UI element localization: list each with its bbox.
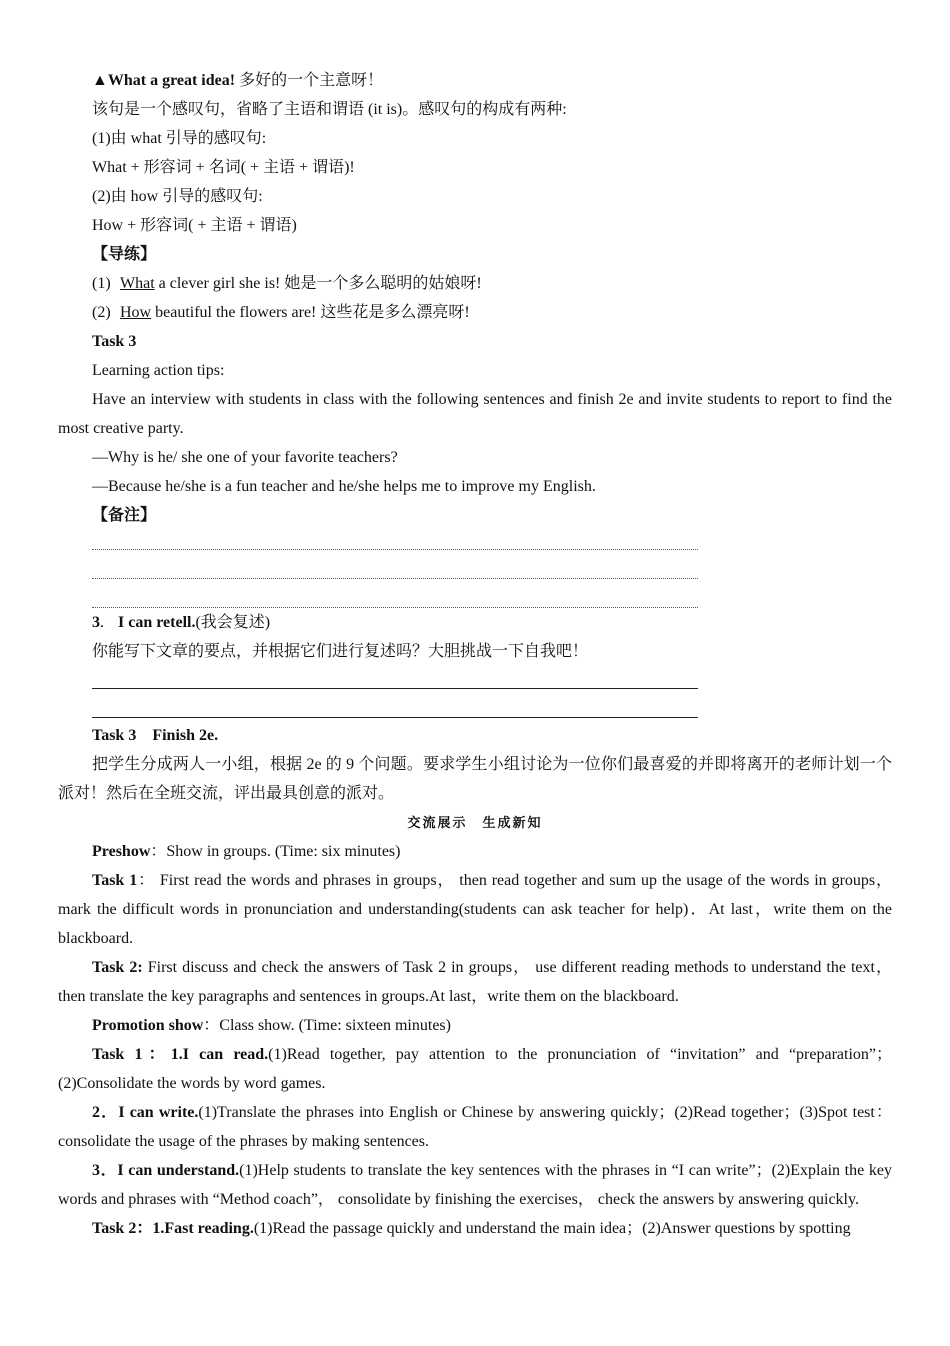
- grammar-line-1: 该句是一个感叹句，省略了主语和谓语 (it is)。感叹句的构成有两种:: [92, 101, 567, 118]
- notes-line-1[interactable]: [92, 521, 698, 550]
- task3-answer: —Because he/she is a fun teacher and he/she helps me to improve my English.: [92, 478, 596, 495]
- promotion-task1-write: 2．I can write.(1)Translate the phrases into English or Chinese by answering quickly；(2)Read together；(3)Spot test：consolidate the usage of the phrases by making sentences.: [58, 1104, 892, 1150]
- task3-finish-title: Task 3 Finish 2e.: [92, 727, 219, 744]
- page-content: [58, 66, 892, 1243]
- preshow-task1: Task 1： First read the words and phrases in groups， then read together and sum up the usage of the words in groups，mark the difficult words in pronunciation and understanding(students can ask teacher for help)．At last，write them on the blackboard.: [58, 872, 893, 947]
- notes-label: 【备注】: [92, 507, 157, 524]
- preshow-task2: Task 2: First discuss and check the answers of Task 2 in groups， use different reading methods to understand the text，then translate the key paragraphs and sentences in groups.At last，write them on the blackboard.: [58, 959, 893, 1005]
- grammar-line-5: How + 形容词( + 主语 + 谓语): [92, 217, 297, 234]
- retell-heading: 3. I can retell.(我会复述): [92, 614, 271, 631]
- section-heading: 交流展示 生成新知: [407, 815, 543, 830]
- drill-answer-2: How: [120, 304, 152, 321]
- task3-tips-label: Learning action tips:: [92, 362, 225, 379]
- grammar-line-2: (1)由 what 引导的感叹句:: [92, 130, 267, 147]
- drill-item-1: (1) What a clever girl she is! 她是一个多么聪明的姑娘呀!: [92, 275, 482, 292]
- promotion-task2: Task 2：1.Fast reading.(1)Read the passage quickly and understand the main idea；(2)Answer questions by spotting: [92, 1220, 851, 1237]
- retell-answer-line-2[interactable]: [92, 689, 698, 718]
- drill-label: 【导练】: [92, 246, 157, 263]
- task3-finish-body: 把学生分成两人一小组，根据 2e 的 9 个问题。要求学生小组讨论为一位你们最喜爱的并即将离开的老师计划一个派对！然后在全班交流，评出最具创意的派对。: [58, 756, 892, 802]
- exclamation-heading: ▲What a great idea! 多好的一个主意呀！: [92, 72, 384, 89]
- promotion-task1: Task 1：1.I can read.(1)Read together, pay attention to the pronunciation of “invitation” and “preparation”；(2)Consolidate the words by word games.: [58, 1046, 892, 1092]
- retell-answer-line-1[interactable]: [92, 660, 698, 689]
- task3-question: —Why is he/ she one of your favorite teachers?: [92, 449, 398, 466]
- drill-item-2: (2) How beautiful the flowers are! 这些花是多么漂亮呀!: [92, 304, 470, 321]
- retell-instruction: 你能写下文章的要点，并根据它们进行复述吗？大胆挑战一下自我吧！: [92, 643, 589, 660]
- drill-answer-1: What: [120, 275, 155, 292]
- notes-line-2[interactable]: [92, 550, 698, 579]
- grammar-line-4: (2)由 how 引导的感叹句:: [92, 188, 263, 205]
- preshow-line: Preshow：Show in groups. (Time: six minutes): [92, 843, 401, 860]
- promotion-task1-understand: 3．I can understand.(1)Help students to translate the key sentences with the phrases in “I can write”；(2)Explain the key words and phrases with “Method coach”， consolidate by finishing the exercises， check the answers by answering quickly.: [58, 1162, 892, 1208]
- notes-line-3[interactable]: [92, 579, 698, 608]
- grammar-line-3: What + 形容词 + 名词( + 主语 + 谓语)!: [92, 159, 355, 176]
- task3-title: Task 3: [92, 333, 137, 350]
- promotion-line: Promotion show：Class show. (Time: sixteen minutes): [92, 1017, 451, 1034]
- task3-body: Have an interview with students in class with the following sentences and finish 2e and invite students to report to find the most creative party.: [58, 391, 892, 437]
